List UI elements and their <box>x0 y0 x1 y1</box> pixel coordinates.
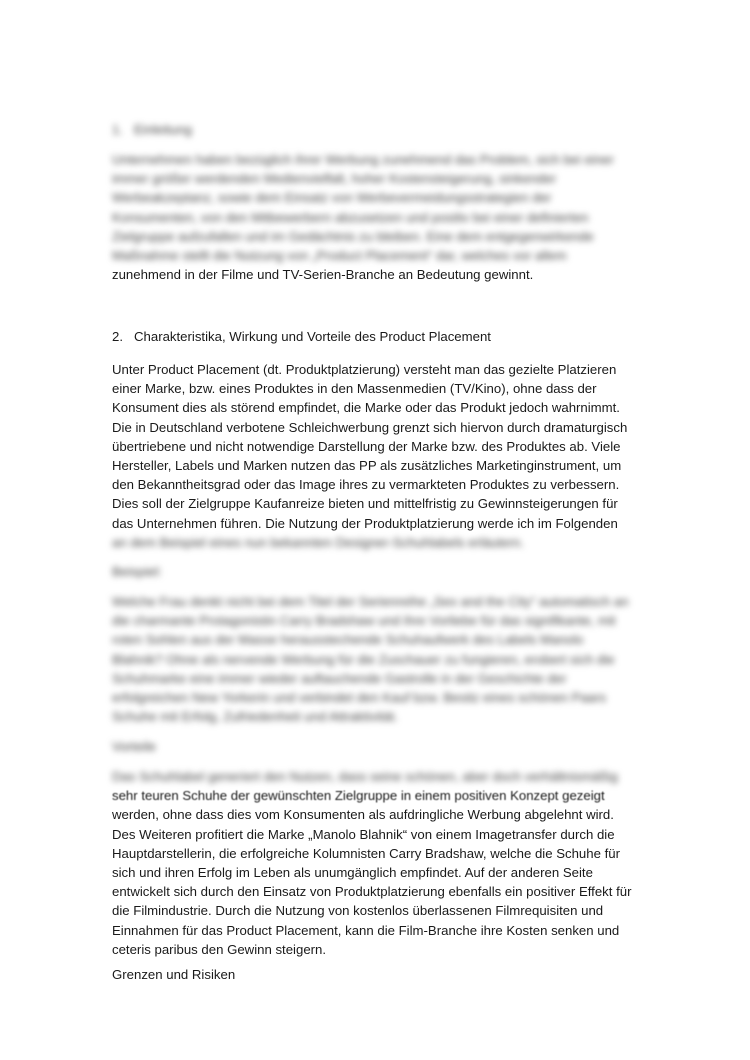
paragraph-line: Konsument dies als störend empfindet, die Marke oder das Produkt jedoch wahrnimmt. <box>112 400 620 416</box>
section-1-title: Einleitung <box>134 122 192 137</box>
paragraph-line: Einnahmen für das Product Placement, kann die Film-Branche ihre Kosten senken und <box>112 922 620 938</box>
paragraph-line: Konsumenten, von den Mitbewerbern abzusetzen und positiv bei einer definierten <box>112 209 589 225</box>
section-2-heading <box>112 327 491 346</box>
paragraph-line: Unter Product Placement (dt. Produktplatzierung) versteht man das gezielte Platzieren <box>112 362 617 377</box>
paragraph-line: Werbeakzeptanz, sowie dem Einsatz von Werbevermeidungsstrategien der <box>112 190 552 206</box>
section-1-number: 1. <box>112 122 123 137</box>
paragraph-line: den Bekanntheitsgrad oder das Image ihres zu vermarkteten Produktes zu verbessern. <box>112 477 620 493</box>
paragraph-line: zunehmend in der Filme und TV-Serien-Branche an Bedeutung gewinnt. <box>112 267 534 283</box>
paragraph-line: an dem Beispiel eines nun bekannten Designer-Schuhlabels erläutern. <box>112 534 525 550</box>
paragraph-line: Hauptdarstellerin, die erfolgreiche Kolumnisten Carry Bradshaw, welche die Schuhe für <box>112 845 620 861</box>
section-1-heading <box>112 120 192 139</box>
paragraph-line: Dies soll der Zielgruppe Kaufanreize bieten und mittelfristig zu Gewinnsteigerungen für <box>112 496 618 512</box>
paragraph-line: Zielgruppe aufzufallen und im Gedächtnis zu bleiben. Eine dem entgegenwirkende <box>112 228 594 244</box>
grenzen-heading: Grenzen und Risiken <box>112 967 236 982</box>
paragraph-line: Blahnik? Ohne als nervende Werbung für die Zuschauer zu fungieren, erobert sich die <box>112 651 615 667</box>
paragraph-line: erfolgreichen New Yorkerin und verbindet den Kauf bzw. Besitz eines schönen Paars <box>112 690 607 706</box>
paragraph-line: Die in Deutschland verbotene Schleichwerbung grenzt sich hiervon durch dramaturgisch <box>112 419 628 435</box>
beispiel-paragraph <box>112 592 652 726</box>
paragraph-line: Unternehmen haben bezüglich ihrer Werbung zunehmend das Problem, sich bei einer <box>112 152 614 167</box>
paragraph-line: übertriebene und nicht notwendige Darstellung der Marke bzw. des Produktes ab. Viele <box>112 438 621 454</box>
paragraph-line: sich und ihren Erfolg im Leben als unumgänglich empfindet. Auf der anderen Seite <box>112 865 593 881</box>
paragraph-line: ceteris paribus den Gewinn steigern. <box>112 941 327 957</box>
paragraph-line: einer Marke, bzw. eines Produktes in den Massenmedien (TV/Kino), ohne dass der <box>112 381 597 397</box>
paragraph-line: Schuhmarke eine immer wieder auftauchende Gastrolle in der Geschichte der <box>112 670 567 686</box>
beispiel-heading: Beispiel: <box>112 564 162 579</box>
vorteile-paragraph <box>112 767 652 959</box>
paragraph-line: Maßnahme stellt die Nutzung von „Product Placement“ dar, welches vor allem <box>112 248 567 264</box>
paragraph-line: Schuhe mit Erfolg, Zufriedenheit und Attraktivität. <box>112 709 398 725</box>
vorteile-heading: Vorteile <box>112 739 156 754</box>
paragraph-line: die Filmindustrie. Durch die Nutzung von kostenlos überlassenen Filmrequisiten und <box>112 903 604 919</box>
paragraph-line: sehr teuren Schuhe der gewünschten Zielgruppe in einem positiven Konzept gezeigt <box>112 788 605 804</box>
paragraph-line: Des Weiteren profitiert die Marke „Manolo Blahnik“ von einem Imagetransfer durch die <box>112 826 615 842</box>
paragraph-line: roten Sohlen aus der Masse herausstechende Schuhaufwerk des Labels Manolo <box>112 632 584 648</box>
paragraph-line: das Unternehmen führen. Die Nutzung der Produktplatzierung werde ich im Folgenden <box>112 515 618 531</box>
section-2-paragraph <box>112 360 652 552</box>
paragraph-line: Das Schuhlabel generiert den Nutzen, dass seine schönen, aber doch verhältnismäßig <box>112 769 618 784</box>
paragraph-line: werden, ohne dass dies vom Konsumenten als aufdringliche Werbung abgelehnt wird. <box>112 807 614 823</box>
paragraph-line: Welche Frau denkt nicht bei dem Titel der Serienreihe „Sex and the City“ automatisch an <box>112 594 629 609</box>
section-1-paragraph <box>112 150 652 284</box>
paragraph-line: Hersteller, Labels und Marken nutzen das PP als zusätzliches Marketinginstrument, um <box>112 458 622 474</box>
section-2-title: Charakteristika, Wirkung und Vorteile des Product Placement <box>134 329 491 344</box>
paragraph-line: die charmante Protagonistin Carry Bradshaw und ihre Vorliebe für das signifikante, mit <box>112 613 616 629</box>
paragraph-line: entwickelt sich durch den Einsatz von Produktplatzierung ebenfalls ein positiver Effekt für <box>112 884 632 900</box>
section-2-number: 2. <box>112 329 123 344</box>
paragraph-line: immer größer werdenden Medienvielfalt, hoher Kostensteigerung, sinkender <box>112 171 557 187</box>
